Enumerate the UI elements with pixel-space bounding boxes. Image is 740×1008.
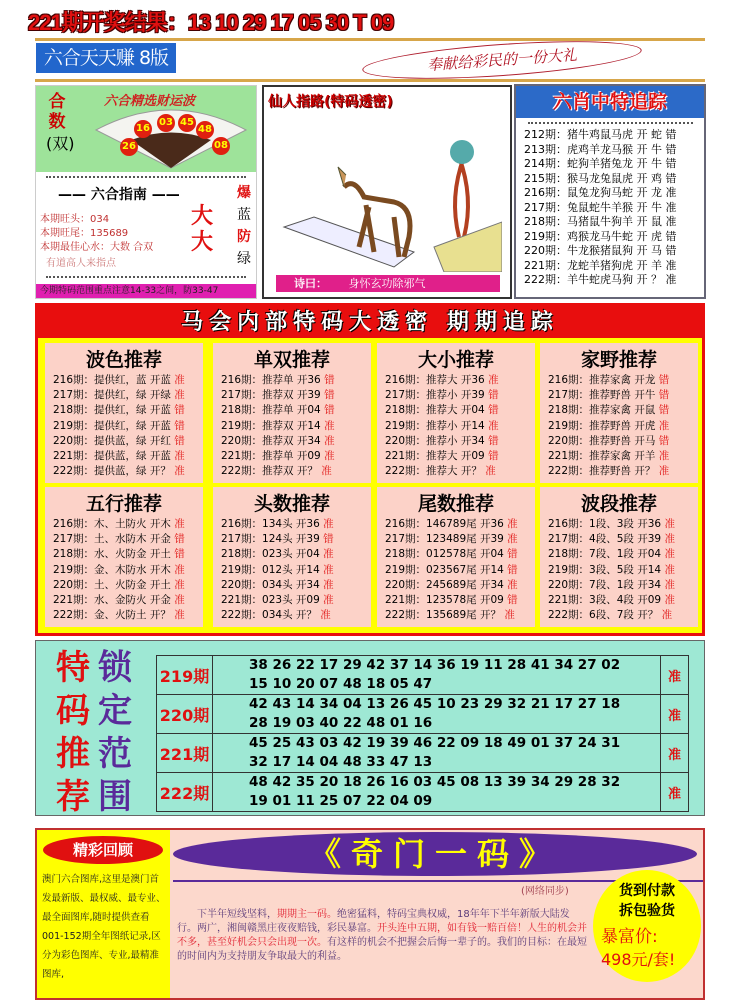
poem-bar (276, 275, 500, 292)
recommend-box (45, 343, 203, 483)
recommend-row (45, 563, 203, 578)
divider (528, 122, 693, 126)
row-text: 221期：提供蓝，绿 开蓝 (53, 450, 171, 463)
lucky-number-ball: 08 (212, 137, 230, 155)
row-result: 准 (323, 548, 334, 561)
row-text: 216期：134头 开36 (221, 518, 320, 530)
price: 498元/套! (601, 950, 676, 969)
period-cell: 220期 (157, 695, 213, 734)
recommend-row (45, 388, 203, 403)
recommend-box (213, 343, 371, 483)
row-text: 220期：推荐野兽 开马 (548, 434, 656, 447)
row-result: 准 (324, 450, 335, 463)
row-text: 221期：推荐单 开09 (221, 450, 321, 463)
zodiac-list (524, 128, 677, 288)
table-row (157, 695, 689, 734)
numbers-line: 42 43 14 34 04 13 26 45 10 23 29 32 21 17 27 18 (249, 696, 621, 712)
row-text: 221期：推荐大 开09 (385, 450, 485, 463)
promo-paragraph (177, 908, 587, 964)
guide-line: 本期最佳心水：大数 合双 (40, 242, 154, 253)
recommend-box (377, 487, 535, 627)
row-text: 217期：提供红，绿 开绿 (53, 389, 171, 402)
row-result: 错 (658, 389, 670, 402)
row-text: 219期：3段、5段 开14 (548, 563, 662, 576)
zodiac-row: 213期：虎鸡羊龙马猴 开 牛 错 (524, 142, 677, 156)
guide-line: 本期旺尾：135689 (40, 228, 129, 239)
box-title: 波色推荐 (85, 349, 162, 371)
recommend-row (45, 373, 203, 388)
divider (35, 79, 705, 82)
char: 范 (98, 734, 132, 774)
row-text: 219期：023567尾 开14 (385, 563, 504, 576)
numbers-cell (213, 656, 661, 695)
special-number-section (35, 640, 705, 816)
row-text: 218期：7段、1段 开04 (548, 548, 662, 561)
recommend-row (213, 434, 371, 449)
side-char: 防 (237, 229, 251, 245)
row-text: 220期：7段、1段 开34 (548, 578, 662, 591)
paragraph-part: 绝密猛料，特码宝典权威，18年年下半年新版大陆发行。两广，湘闽赣黑庄夜夜赔钱，彩民暴富。 (177, 909, 570, 934)
recommend-row (45, 593, 203, 608)
recommend-row (213, 593, 371, 608)
row-result: 准 (321, 465, 332, 478)
guide-line: 本期旺头：034 (40, 214, 110, 225)
row-result: 错 (174, 419, 185, 432)
row-result: 准 (174, 450, 185, 463)
row-result: 错 (323, 533, 334, 546)
box-title: 大小推荐 (417, 349, 494, 371)
lucky-number-ball: 48 (196, 121, 214, 139)
numbers-line: 38 26 22 17 29 42 37 14 36 19 11 28 41 34 27 02 (249, 657, 621, 673)
row-result: 准 (174, 563, 185, 576)
recommend-row (213, 419, 371, 434)
row-result: 错 (488, 389, 499, 402)
recommend-row (45, 464, 203, 479)
six-zodiac-tracking-panel (514, 84, 706, 299)
divider (35, 38, 705, 41)
row-result: 准 (658, 419, 670, 432)
char: 定 (98, 691, 132, 731)
row-text: 218期：012578尾 开04 (385, 548, 504, 561)
divider (46, 176, 246, 180)
char: 推 (56, 734, 90, 774)
recommend-row (540, 434, 698, 449)
recommend-row (540, 464, 698, 479)
row-text: 221期：水、金防火 开金 (53, 594, 171, 607)
recommend-row (377, 532, 535, 547)
recommend-row (45, 419, 203, 434)
row-text: 216期：146789尾 开36 (385, 518, 504, 530)
row-result: 错 (507, 563, 518, 576)
row-result: 准 (664, 518, 675, 530)
section-banner: 马会内部特码大透密 期期追踪 (181, 309, 559, 335)
side-char: 爆 (237, 185, 251, 201)
numbers-cell (213, 695, 661, 734)
row-text: 218期：推荐家禽 开鼠 (548, 404, 656, 417)
row-text: 219期：012头 开14 (221, 563, 320, 576)
table-row (157, 734, 689, 773)
row-result: 准 (174, 609, 185, 622)
result-cell: 准 (661, 656, 689, 695)
recommend-row (540, 547, 698, 562)
row-result: 错 (174, 533, 185, 546)
row-result: 错 (488, 450, 499, 463)
insider-recommend-section (35, 303, 705, 636)
row-result: 准 (504, 609, 515, 622)
recommend-row (540, 593, 698, 608)
recommend-row (377, 449, 535, 464)
lucky-number-ball: 16 (134, 120, 152, 138)
recommend-row (540, 449, 698, 464)
row-text: 222期：034头 开？ (221, 609, 317, 622)
char: 荐 (56, 777, 90, 817)
lucky-number-ball: 45 (178, 114, 196, 132)
row-text: 220期：土、火防金 开土 (53, 578, 171, 591)
numbers-line: 28 19 03 40 22 48 01 16 (249, 715, 433, 731)
recommend-row (377, 434, 535, 449)
row-text: 219期：提供红，绿 开蓝 (53, 419, 171, 432)
row-result: 准 (658, 465, 670, 478)
recommend-row (377, 373, 535, 388)
paragraph-part: 下半年短线坚料， (197, 909, 277, 920)
left-chars (56, 647, 90, 819)
row-result: 错 (658, 374, 670, 386)
recommend-row (377, 578, 535, 593)
row-result: 准 (320, 609, 331, 622)
recommend-row (213, 532, 371, 547)
row-text: 217期：123489尾 开39 (385, 533, 504, 546)
recommend-row (377, 517, 535, 532)
table-row (157, 773, 689, 812)
row-result: 错 (324, 389, 335, 402)
recommend-row (377, 593, 535, 608)
recommend-row (377, 403, 535, 418)
price-label: 暴富价: (601, 927, 658, 947)
row-result: 准 (323, 594, 334, 607)
recommend-row (377, 388, 535, 403)
box-title: 单双推荐 (253, 349, 330, 371)
zodiac-row: 222期：羊牛蛇虎马狗 开 ？ 准 (524, 273, 677, 286)
row-text: 218期：推荐单 开04 (221, 404, 321, 417)
zodiac-row: 218期：马猪鼠牛狗羊 开 鼠 准 (524, 215, 677, 228)
row-text: 221期：3段、4段 开09 (548, 594, 662, 607)
row-result: 准 (324, 434, 335, 447)
poem-text: 身怀玄功除邪气 (348, 277, 426, 290)
big-char-2: 大 (191, 230, 214, 255)
recommend-row (45, 434, 203, 449)
row-text: 219期：推荐双 开14 (221, 419, 321, 432)
row-result: 错 (174, 404, 185, 417)
recommend-row (213, 608, 371, 623)
period-cell: 221期 (157, 734, 213, 773)
row-text: 218期：提供红，绿 开蓝 (53, 404, 171, 417)
row-text: 216期：1段、3段 开36 (548, 518, 662, 530)
row-text: 216期：提供红，蓝 开蓝 (53, 374, 171, 386)
row-result: 准 (488, 419, 499, 432)
recommend-row (377, 464, 535, 479)
numbers-line: 32 17 14 04 48 33 47 13 (249, 754, 433, 770)
recommend-row (45, 532, 203, 547)
big-char (191, 204, 213, 256)
char: 围 (98, 777, 132, 817)
slogan: 奉献给彩民的一份大礼 (361, 34, 643, 85)
divider (46, 276, 246, 280)
row-text: 217期：124头 开39 (221, 533, 320, 546)
period-cell: 219期 (157, 656, 213, 695)
recommend-box (213, 487, 371, 627)
guide-title: —— 六合指南 —— (58, 187, 180, 203)
numbers-line: 45 25 43 03 42 19 39 46 22 09 18 49 01 37 24 31 (249, 735, 621, 751)
right-chars (98, 647, 132, 819)
row-text: 220期：提供蓝，绿 开红 (53, 434, 171, 447)
row-text: 222期：金、火防土 开？ (53, 609, 171, 622)
side-char: 绿 (237, 251, 251, 267)
row-result: 准 (664, 548, 675, 561)
row-result: 准 (174, 465, 185, 478)
recommend-row (540, 608, 698, 623)
recommend-row (540, 373, 698, 388)
row-result: 准 (507, 518, 518, 530)
row-result: 准 (174, 374, 185, 386)
row-text: 221期：123578尾 开09 (385, 594, 504, 607)
qimen-banner: 《奇门一码》 (173, 832, 697, 876)
promo-line: 货到付款 (619, 883, 675, 899)
guide-line: 有道高人来指点 (46, 258, 116, 269)
row-text: 222期：推荐大 开？ (385, 465, 482, 478)
recommend-box (540, 487, 698, 627)
row-text: 219期：金、木防水 开木 (53, 563, 171, 576)
row-text: 216期：木、土防火 开木 (53, 518, 171, 530)
paragraph-part: 有这样的机会不把握会后悔一辈子的。我们的目标：在最短的时间内为支持朋友争取最大的利益。 (177, 937, 587, 962)
recommend-row (213, 403, 371, 418)
recommend-row (45, 517, 203, 532)
period-cell: 222期 (157, 773, 213, 812)
recommend-row (213, 464, 371, 479)
recommend-row (540, 563, 698, 578)
heshu-value: (双) (46, 134, 75, 153)
review-title: 精彩回顾 (43, 836, 163, 864)
row-result: 错 (658, 434, 670, 447)
immortal-guide-panel (262, 85, 512, 299)
row-result: 准 (323, 578, 334, 591)
zodiac-row: 220期：牛龙猴猪鼠狗 开 马 错 (524, 244, 677, 257)
row-result: 错 (488, 404, 499, 417)
review-text: 澳门六合图库,这里是澳门首发最新版、最权威、最专业、最全面图库,随时提供查看001-152期全年图纸记录,区分为彩色图库、专业,最精准图库, (42, 874, 166, 980)
zodiac-row: 217期：兔鼠蛇牛羊猴 开 牛 准 (524, 200, 677, 214)
row-text: 218期：023头 开04 (221, 548, 320, 561)
zodiac-row: 212期：猪牛鸡鼠马虎 开 蛇 错 (524, 128, 677, 141)
row-result: 准 (174, 594, 185, 607)
recommend-row (540, 388, 698, 403)
row-result: 准 (507, 533, 518, 546)
box-title: 家野推荐 (580, 349, 657, 371)
recommend-row (540, 532, 698, 547)
recommend-row (377, 608, 535, 623)
recommend-row (213, 517, 371, 532)
char: 码 (56, 691, 90, 731)
recommend-row (377, 563, 535, 578)
row-result: 错 (174, 548, 185, 561)
result-cell: 准 (661, 695, 689, 734)
review-box (37, 830, 170, 998)
row-text: 222期：推荐野兽 开？ (548, 465, 656, 478)
numbers-cell (213, 734, 661, 773)
box-title: 尾数推荐 (417, 493, 494, 515)
numbers-line: 48 42 35 20 18 26 16 03 45 08 13 39 34 29 28 32 (249, 774, 621, 790)
recommend-row (377, 419, 535, 434)
row-result: 准 (174, 389, 185, 402)
row-text: 217期：土、水防木 开金 (53, 533, 171, 546)
row-result: 准 (664, 563, 675, 576)
recommend-box (45, 487, 203, 627)
row-text: 219期：推荐野兽 开虎 (548, 419, 656, 432)
row-result: 错 (324, 374, 335, 386)
row-text: 220期：034头 开34 (221, 578, 320, 591)
recommend-row (540, 578, 698, 593)
recommend-row (45, 403, 203, 418)
edition-label: 六合天天赚 8版 (36, 43, 176, 73)
char: 特 (56, 648, 90, 688)
numbers-cell (213, 773, 661, 812)
numbers-line: 15 10 20 07 48 18 05 47 (249, 676, 433, 692)
recommend-row (213, 449, 371, 464)
draw-result-title: 221期开奖结果：13 10 29 17 05 30 T 09 (28, 10, 394, 35)
row-result: 错 (324, 404, 335, 417)
recommend-grid (38, 338, 702, 633)
result-cell: 准 (661, 773, 689, 812)
big-char-1: 大 (191, 204, 214, 229)
fan-title: 六合精选财运波 (104, 94, 196, 109)
row-result: 准 (488, 374, 499, 386)
row-text: 220期：推荐小 开34 (385, 434, 485, 447)
heshu-label: 合数 (48, 92, 66, 132)
six-harmony-guide-panel (35, 85, 257, 299)
row-text: 216期：推荐大 开36 (385, 374, 485, 386)
lucky-number-ball: 03 (157, 114, 175, 132)
recommend-box (377, 343, 535, 483)
row-text: 217期：推荐野兽 开牛 (548, 389, 656, 402)
row-result: 准 (664, 578, 675, 591)
recommend-row (213, 578, 371, 593)
row-text: 216期：推荐家禽 开龙 (548, 374, 656, 386)
promo-line: 拆包验货 (619, 903, 675, 919)
row-text: 217期：推荐小 开39 (385, 389, 485, 402)
paragraph-part: 开头连中五期，如有钱一赔百倍！人生的机会并不多，甚至好机会只会出现一次。 (177, 923, 587, 948)
recommend-row (540, 517, 698, 532)
row-text: 221期：推荐家禽 开羊 (548, 450, 656, 463)
row-result: 准 (174, 578, 185, 591)
row-result: 准 (507, 578, 518, 591)
row-result: 准 (324, 419, 335, 432)
recommend-row (540, 419, 698, 434)
row-result: 准 (664, 533, 675, 546)
recommend-row (540, 403, 698, 418)
row-text: 222期：提供蓝，绿 开？ (53, 465, 171, 478)
row-text: 218期：推荐大 开04 (385, 404, 485, 417)
row-text: 222期：6段、7段 开？ (548, 609, 659, 622)
horse-illustration (274, 127, 502, 272)
row-result: 错 (507, 548, 518, 561)
row-text: 217期：推荐双 开39 (221, 389, 321, 402)
recommend-row (213, 547, 371, 562)
row-result: 准 (658, 450, 670, 463)
recommend-row (45, 578, 203, 593)
fan-icon (91, 100, 251, 170)
row-result: 错 (488, 434, 499, 447)
recommend-box (540, 343, 698, 483)
row-text: 219期：推荐小 开14 (385, 419, 485, 432)
row-result: 准 (661, 609, 673, 622)
recommend-row (213, 388, 371, 403)
table-row (157, 656, 689, 695)
row-result: 准 (485, 465, 496, 478)
paragraph-part: 期期主一码。 (277, 909, 337, 920)
lucky-number-ball: 26 (120, 138, 138, 156)
row-text: 218期：水、火防金 开土 (53, 548, 171, 561)
panel-title: 仙人指路(特码透密) (268, 94, 393, 110)
result-cell: 准 (661, 734, 689, 773)
row-text: 216期：推荐单 开36 (221, 374, 321, 386)
row-text: 221期：023头 开09 (221, 594, 320, 607)
recommend-row (45, 449, 203, 464)
row-text: 220期：推荐双 开34 (221, 434, 321, 447)
side-char: 蓝 (237, 207, 251, 223)
recommend-row (45, 547, 203, 562)
range-tip: 今期特码范围重点注意14-33之间，防33-47 (36, 284, 256, 298)
fan-area (36, 86, 256, 172)
row-result: 准 (323, 518, 334, 530)
row-result: 错 (174, 434, 185, 447)
box-title: 五行推荐 (85, 493, 162, 515)
zodiac-row: 215期：猴马龙兔鼠虎 开 鸡 错 (524, 171, 677, 185)
recommend-row (377, 547, 535, 562)
panel-title: 六肖中特追踪 (516, 86, 704, 118)
sync-note: (网络同步) (521, 886, 569, 897)
zodiac-row: 221期：龙蛇羊猪狗虎 开 羊 准 (524, 258, 677, 272)
zodiac-row: 219期：鸡猴龙马牛蛇 开 虎 错 (524, 229, 677, 243)
row-result: 错 (658, 404, 670, 417)
row-text: 222期：推荐双 开？ (221, 465, 318, 478)
special-number-table (156, 655, 689, 812)
recommend-row (45, 608, 203, 623)
row-result: 准 (664, 594, 675, 607)
char: 锁 (98, 648, 132, 688)
price-badge (593, 870, 701, 982)
numbers-line: 19 01 11 25 07 22 04 09 (249, 793, 433, 809)
box-title: 波段推荐 (580, 493, 657, 515)
row-text: 222期：135689尾 开？ (385, 609, 501, 622)
row-text: 220期：245689尾 开34 (385, 578, 504, 591)
row-result: 准 (174, 518, 185, 530)
qimen-promo-section (35, 828, 705, 1000)
zodiac-row: 216期：鼠兔龙狗马蛇 开 龙 准 (524, 186, 677, 199)
row-result: 错 (507, 594, 518, 607)
zodiac-row: 214期：蛇狗羊猪兔龙 开 牛 错 (524, 157, 677, 170)
recommend-row (213, 563, 371, 578)
recommend-row (213, 373, 371, 388)
poem-label: 诗曰： (294, 277, 327, 290)
box-title: 头数推荐 (253, 493, 330, 515)
row-text: 217期：4段、5段 开39 (548, 533, 662, 546)
color-hint (234, 182, 254, 270)
row-result: 准 (323, 563, 334, 576)
